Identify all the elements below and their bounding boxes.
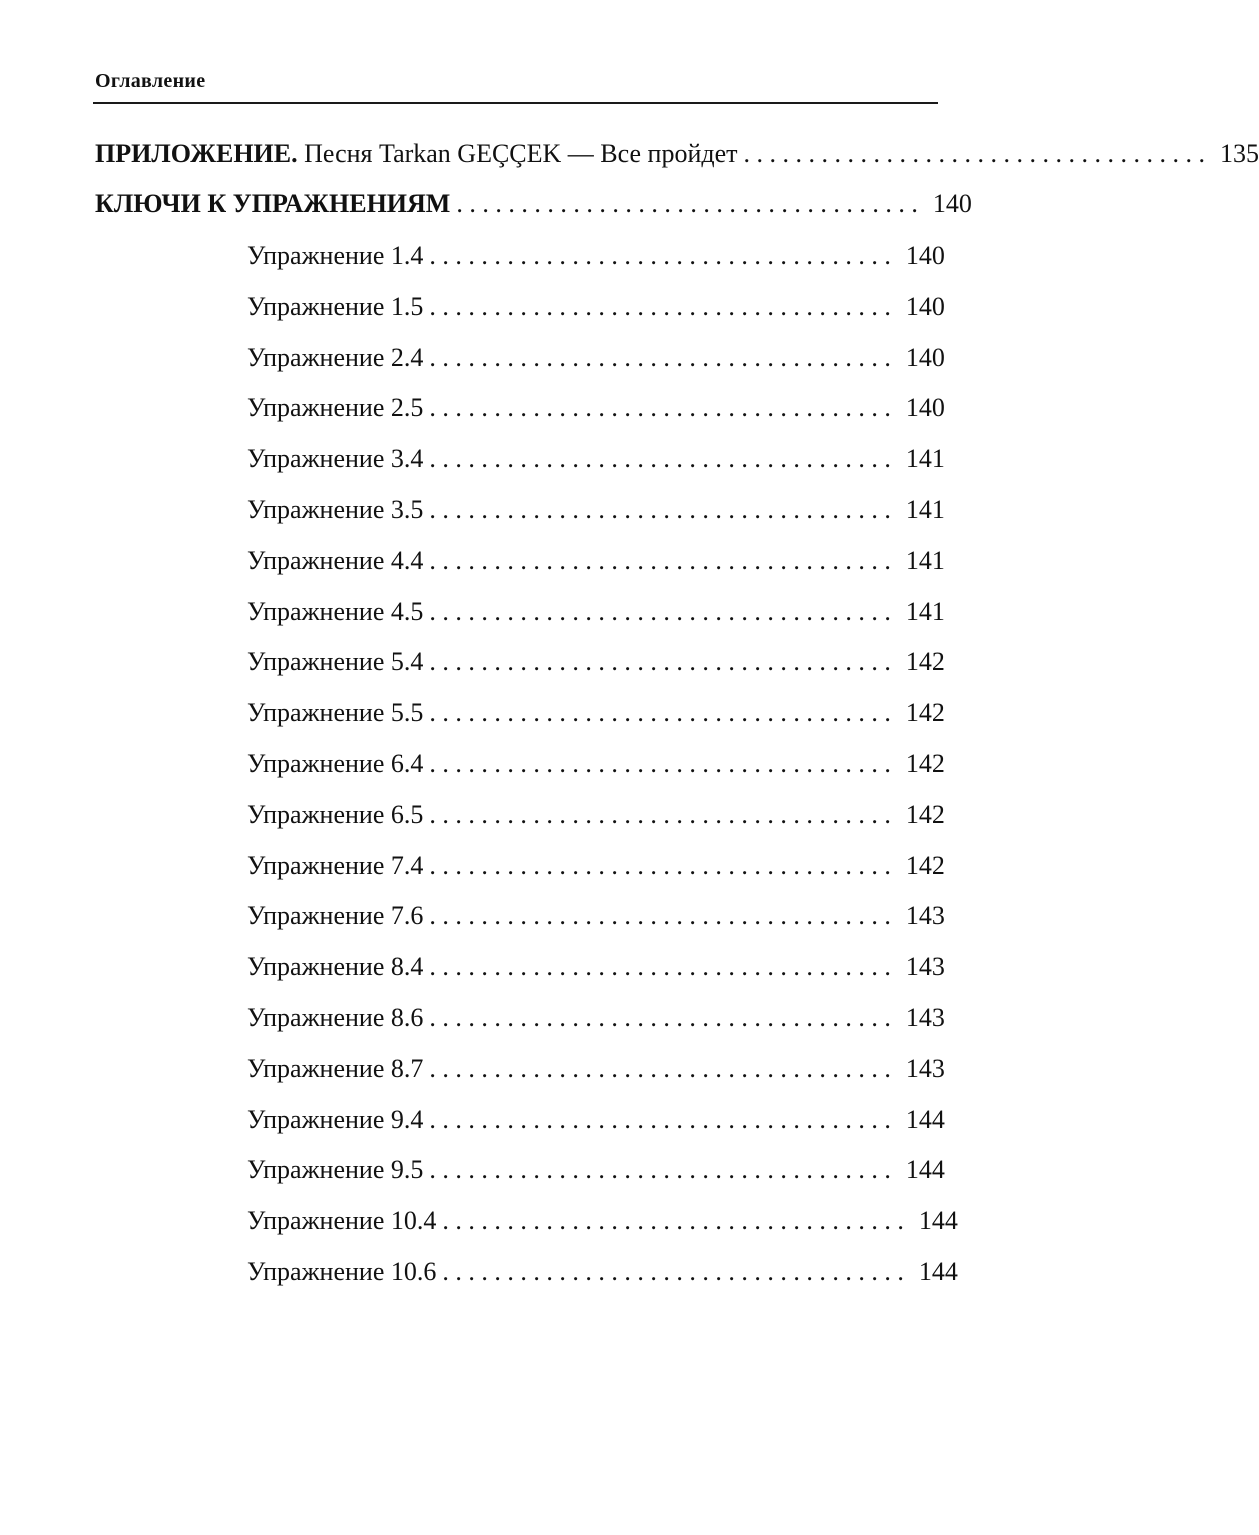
toc-entry-exercise xyxy=(247,596,945,628)
toc-page-number: 142 xyxy=(905,698,945,727)
toc-entry-exercise xyxy=(247,1256,958,1288)
toc-entry-exercise xyxy=(247,443,945,475)
leader-dots: . . . . . . . . . . . . . . . . . . . . . . . . . . . . . . . . . . . . xyxy=(429,546,891,575)
toc-page-number: 142 xyxy=(905,647,945,676)
toc-entry-title: Упражнение 7.4 xyxy=(247,851,424,880)
toc-page-number: 144 xyxy=(918,1206,958,1235)
toc-page-number: 141 xyxy=(905,597,945,626)
leader-dots: . . . . . . . . . . . . . . . . . . . . . . . . . . . . . . . . . . . . xyxy=(429,1105,891,1134)
toc-entry-appendix xyxy=(95,138,1259,170)
leader-dots: . . . . . . . . . . . . . . . . . . . . . . . . . . . . . . . . . . . . xyxy=(429,647,891,676)
toc-page-number: 142 xyxy=(905,800,945,829)
toc-entry-title: Упражнение 9.5 xyxy=(247,1155,424,1184)
header-rule xyxy=(93,102,938,104)
leader-dots: . . . . . . . . . . . . . . . . . . . . . . . . . . . . . . . . . . . . xyxy=(429,698,891,727)
leader-dots: . . . . . . . . . . . . . . . . . . . . . . . . . . . . . . . . . . . . xyxy=(429,952,891,981)
toc-entry-exercise xyxy=(247,951,945,983)
toc-entry-exercise xyxy=(247,1053,945,1085)
toc-entry-keys xyxy=(95,188,972,220)
toc-page-number: 142 xyxy=(905,851,945,880)
toc-entry-title: Упражнение 6.5 xyxy=(247,800,424,829)
toc-page-number: 141 xyxy=(905,546,945,575)
toc-entry-title: Упражнение 4.5 xyxy=(247,597,424,626)
toc-entry-title: Упражнение 10.4 xyxy=(247,1206,437,1235)
toc-entry-exercise xyxy=(247,240,945,272)
toc-page-number: 143 xyxy=(905,952,945,981)
leader-dots: . . . . . . . . . . . . . . . . . . . . . . . . . . . . . . . . . . . . xyxy=(429,343,891,372)
toc-entry-title: Упражнение 1.4 xyxy=(247,241,424,270)
toc-entry-title: Упражнение 10.6 xyxy=(247,1257,437,1286)
toc-entry-title: Упражнение 4.4 xyxy=(247,546,424,575)
toc-entry-title: Упражнение 5.5 xyxy=(247,698,424,727)
toc-page-number: 140 xyxy=(905,292,945,321)
toc-entry-exercise xyxy=(247,1104,945,1136)
toc-entry-title: Упражнение 8.4 xyxy=(247,952,424,981)
leader-dots: . . . . . . . . . . . . . . . . . . . . . . . . . . . . . . . . . . . . xyxy=(743,139,1206,168)
leader-dots: . . . . . . . . . . . . . . . . . . . . . . . . . . . . . . . . . . . . xyxy=(429,1003,891,1032)
leader-dots: . . . . . . . . . . . . . . . . . . . . . . . . . . . . . . . . . . . . xyxy=(442,1257,904,1286)
toc-entry-title: Упражнение 1.5 xyxy=(247,292,424,321)
leader-dots: . . . . . . . . . . . . . . . . . . . . . . . . . . . . . . . . . . . . xyxy=(429,901,891,930)
toc-entry-exercise xyxy=(247,646,945,678)
toc-entry-title xyxy=(95,138,738,170)
toc-entry-title: Упражнение 3.4 xyxy=(247,444,424,473)
toc-entry-label: ПРИЛОЖЕНИЕ. xyxy=(95,139,298,168)
toc-entry-exercise xyxy=(247,748,945,780)
toc-entry-subtitle: Песня Tarkan GEÇÇEK — Все пройдет xyxy=(304,139,738,168)
leader-dots: . . . . . . . . . . . . . . . . . . . . . . . . . . . . . . . . . . . . xyxy=(429,597,891,626)
leader-dots: . . . . . . . . . . . . . . . . . . . . . . . . . . . . . . . . . . . . xyxy=(442,1206,904,1235)
leader-dots: . . . . . . . . . . . . . . . . . . . . . . . . . . . . . . . . . . . . xyxy=(429,1054,891,1083)
toc-entry-exercise xyxy=(247,291,945,323)
leader-dots: . . . . . . . . . . . . . . . . . . . . . . . . . . . . . . . . . . . . xyxy=(429,241,891,270)
toc-page-number: 144 xyxy=(918,1257,958,1286)
toc-page-number: 140 xyxy=(905,393,945,422)
leader-dots: . . . . . . . . . . . . . . . . . . . . . . . . . . . . . . . . . . . . xyxy=(429,851,891,880)
toc-entry-exercise xyxy=(247,392,945,424)
toc-entry-title: Упражнение 5.4 xyxy=(247,647,424,676)
leader-dots: . . . . . . . . . . . . . . . . . . . . . . . . . . . . . . . . . . . . xyxy=(429,800,891,829)
toc-page-number: 135 xyxy=(1220,139,1259,168)
toc-page-number: 141 xyxy=(905,495,945,524)
toc-entry-exercise xyxy=(247,850,945,882)
toc-page-number: 143 xyxy=(905,1054,945,1083)
toc-entry-title: Упражнение 7.6 xyxy=(247,901,424,930)
running-head-title: Оглавление xyxy=(95,70,206,92)
leader-dots: . . . . . . . . . . . . . . . . . . . . . . . . . . . . . . . . . . . . xyxy=(429,292,891,321)
toc-entry-title: Упражнение 9.4 xyxy=(247,1105,424,1134)
toc-entry-title: Упражнение 2.5 xyxy=(247,393,424,422)
toc-entry-exercise xyxy=(247,697,945,729)
toc-entry-exercise xyxy=(247,1002,945,1034)
toc-entry-title: Упражнение 8.7 xyxy=(247,1054,424,1083)
toc-page-number: 140 xyxy=(905,241,945,270)
leader-dots: . . . . . . . . . . . . . . . . . . . . . . . . . . . . . . . . . . . . xyxy=(456,189,918,218)
leader-dots: . . . . . . . . . . . . . . . . . . . . . . . . . . . . . . . . . . . . xyxy=(429,1155,891,1184)
leader-dots: . . . . . . . . . . . . . . . . . . . . . . . . . . . . . . . . . . . . xyxy=(429,495,891,524)
toc-entry-exercise xyxy=(247,1154,945,1186)
toc-entry-exercise xyxy=(247,1205,958,1237)
toc-page-number: 141 xyxy=(905,444,945,473)
toc-entry-title: Упражнение 3.5 xyxy=(247,495,424,524)
toc-page-number: 140 xyxy=(905,343,945,372)
toc-entry-exercise xyxy=(247,545,945,577)
toc-page-number: 143 xyxy=(905,1003,945,1032)
toc-page-number: 140 xyxy=(932,189,972,218)
toc-page-number: 144 xyxy=(905,1105,945,1134)
leader-dots: . . . . . . . . . . . . . . . . . . . . . . . . . . . . . . . . . . . . xyxy=(429,393,891,422)
toc-entry-title: Упражнение 8.6 xyxy=(247,1003,424,1032)
leader-dots: . . . . . . . . . . . . . . . . . . . . . . . . . . . . . . . . . . . . xyxy=(429,444,891,473)
toc-entry-title: Упражнение 6.4 xyxy=(247,749,424,778)
toc-entry-title xyxy=(95,188,450,220)
toc-entry-exercise xyxy=(247,900,945,932)
toc-entry-title: Упражнение 2.4 xyxy=(247,343,424,372)
toc-entry-exercise xyxy=(247,342,945,374)
toc-entry-label: КЛЮЧИ К УПРАЖНЕНИЯМ xyxy=(95,189,451,218)
toc-entry-exercise xyxy=(247,799,945,831)
toc-page-number: 143 xyxy=(905,901,945,930)
toc-page-number: 144 xyxy=(905,1155,945,1184)
toc-page-number: 142 xyxy=(905,749,945,778)
leader-dots: . . . . . . . . . . . . . . . . . . . . . . . . . . . . . . . . . . . . xyxy=(429,749,891,778)
toc-entry-exercise xyxy=(247,494,945,526)
